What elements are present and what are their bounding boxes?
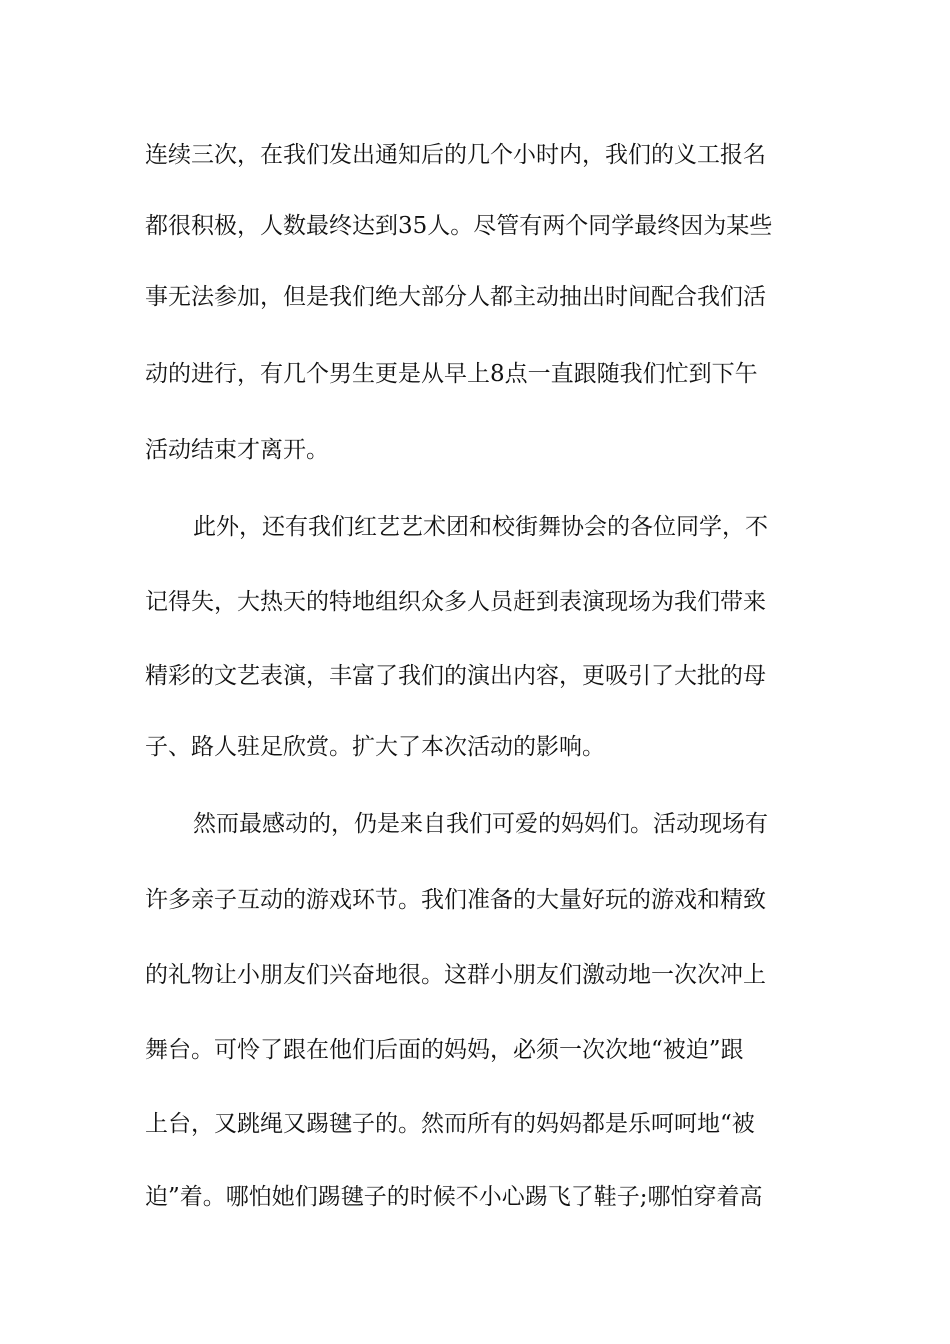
text-line: 活动结束才离开。 — [145, 437, 329, 463]
text-line: 连续三次，在我们发出通知后的几个小时内，我们的义工报名 — [145, 142, 766, 168]
text-line: 此外，还有我们红艺艺术团和校街舞协会的各位同学，不 — [193, 514, 768, 540]
text-line: 事无法参加，但是我们绝大部分人都主动抽出时间配合我们活 — [145, 284, 766, 310]
text-line: 都很积极，人数最终达到35人。尽管有两个同学最终因为某些 — [145, 213, 773, 239]
text-line: 记得失，大热天的特地组织众多人员赶到表演现场为我们带来 — [145, 589, 766, 615]
text-line: 精彩的文艺表演，丰富了我们的演出内容，更吸引了大批的母 — [145, 663, 766, 689]
text-line: 上台，又跳绳又踢毽子的。然而所有的妈妈都是乐呵呵地“被 — [145, 1111, 755, 1137]
text-line: 许多亲子互动的游戏环节。我们准备的大量好玩的游戏和精致 — [145, 887, 766, 913]
text-line: 迫”着。哪怕她们踢毽子的时候不小心踢飞了鞋子;哪怕穿着高 — [145, 1184, 763, 1210]
text-line: 然而最感动的，仍是来自我们可爱的妈妈们。活动现场有 — [193, 811, 768, 837]
text-line: 的礼物让小朋友们兴奋地很。这群小朋友们激动地一次次冲上 — [145, 962, 766, 988]
text-line: 动的进行，有几个男生更是从早上8点一直跟随我们忙到下午 — [145, 361, 758, 387]
text-line: 子、路人驻足欣赏。扩大了本次活动的影响。 — [145, 734, 605, 760]
text-line: 舞台。可怜了跟在他们后面的妈妈，必须一次次地“被迫”跟 — [145, 1037, 744, 1063]
